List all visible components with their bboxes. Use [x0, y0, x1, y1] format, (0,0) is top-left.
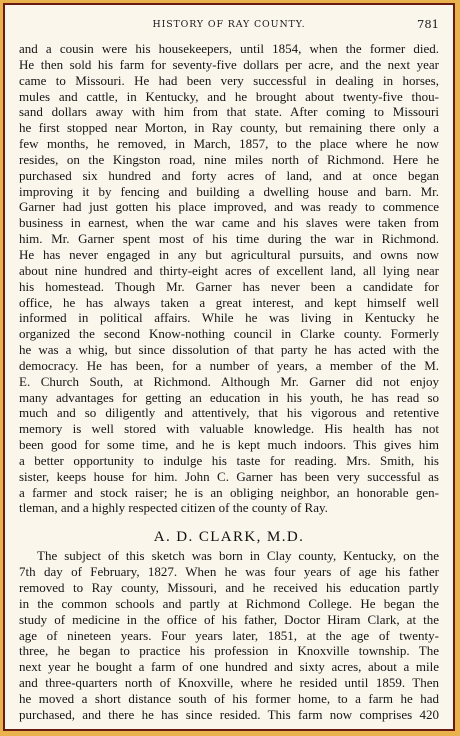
text-line: he moved a short distance south of his former home, to a farm he had — [19, 690, 439, 706]
text-line: purchased six hundred and forty acres of land, and at once began — [19, 167, 439, 183]
running-title: HISTORY OF RAY COUNTY. — [152, 19, 306, 30]
text-line: He has never engaged in any but agricultural pursuits, and owns now — [19, 246, 439, 262]
text-line: office, he has always taken a great interest, and kept himself well — [19, 294, 439, 310]
page-header — [19, 19, 439, 35]
text-line: next year he bought a farm of one hundred and sixty acres, about a mile — [19, 659, 439, 675]
text-line: been good for some time, and he is kept much indoors. This gives him — [19, 437, 439, 453]
text-line: business in earnest, when the war came and his slaves were taken from — [19, 215, 439, 231]
text-line: memory is well stored with valuable knowledge. His health has not — [19, 421, 439, 437]
text-line: many advantages for getting an education in his youth, he has read so — [19, 389, 439, 405]
text-line: sister, keeps house for him. John C. Garner has been very successful as — [19, 468, 439, 484]
page-frame — [3, 3, 455, 731]
text-line: age of nineteen years. Four years later, 1851, at the age of twenty- — [19, 627, 439, 643]
text-line: came to Missouri. He had been very successful in dealing in horses, — [19, 72, 439, 88]
text-line: he was a whig, but since dissolution of that party he has acted with the — [19, 342, 439, 358]
text-line: he first stopped near Morton, in Ray county, but remaining there only a — [19, 120, 439, 136]
text-line: a better opportunity to indulge his taste for reading. Mrs. Smith, his — [19, 452, 439, 468]
continuation-paragraph — [19, 41, 439, 516]
text-line: much and so diligently and attentively, that his vigorous and retentive — [19, 405, 439, 421]
text-line: a farmer and stock raiser; he is an obliging neighbor, an honorable gen- — [19, 484, 439, 500]
text-line: his homestead. Though Mr. Garner has never been a candidate for — [19, 278, 439, 294]
text-line: Garner had just gotten his place improved, and was ready to commence — [19, 199, 439, 215]
page-body — [19, 41, 439, 723]
text-line: 7th day of February, 1827. When he was four years of age his father — [19, 564, 439, 580]
text-line: democracy. He has been, for a number of years, a member of the M. — [19, 357, 439, 373]
text-line: tleman, and a highly respected citizen of the county of Ray. — [19, 500, 328, 516]
text-line: informed in political affairs. While he was living in Kentucky he — [19, 310, 439, 326]
text-line: removed to Ray county, Missouri, and he received his education partly — [19, 580, 439, 595]
section-paragraph — [19, 548, 439, 722]
text-line: mules and cattle, in Kentucky, and he brought about twenty-five thou- — [19, 88, 439, 104]
text-line: improving it by fencing and building a dwelling house and barn. Mr. — [19, 183, 439, 199]
text-line: resides, on the Kingston road, nine miles north of Richmond. Here he — [19, 151, 439, 167]
text-line: three, he began to practice his profession in Knoxville township. The — [19, 643, 439, 659]
text-line: sand dollars away with him from that state. After coming to Missouri — [19, 104, 439, 120]
text-line: organized the second Know-nothing council in Clarke county. Formerly — [19, 326, 439, 342]
text-line: and a cousin were his housekeepers, until 1854, when the former died. — [19, 41, 439, 56]
text-line: about nine hundred and thirty-eight acres of excellent land, all lying near — [19, 262, 439, 278]
section-heading: A. D. CLARK, M.D. — [153, 529, 305, 546]
text-line: few months, he removed, in March, 1857, to the place where he now — [19, 136, 439, 152]
text-line: study of medicine in the office of his father, Doctor Hiram Clark, at the — [19, 611, 439, 627]
text-line: and three-quarters north of Knoxville, where he resided until 1859. Then — [19, 675, 439, 691]
page-number: 781 — [417, 17, 439, 31]
text-line: him. Mr. Garner spent most of his time during the war in Richmond. — [19, 231, 439, 247]
text-line: in the common schools and partly at Richmond College. He began the — [19, 595, 439, 611]
text-line: He then sold his farm for seventy-five dollars per acre, and the next year — [19, 56, 439, 72]
text-line: The subject of this sketch was born in Clay county, Kentucky, on the — [37, 548, 439, 564]
text-line: E. Church South, at Richmond. Although Mr. Garner did not enjoy — [19, 373, 439, 389]
text-line: purchased, and there he has since resided. This farm now comprises 420 — [19, 706, 439, 722]
